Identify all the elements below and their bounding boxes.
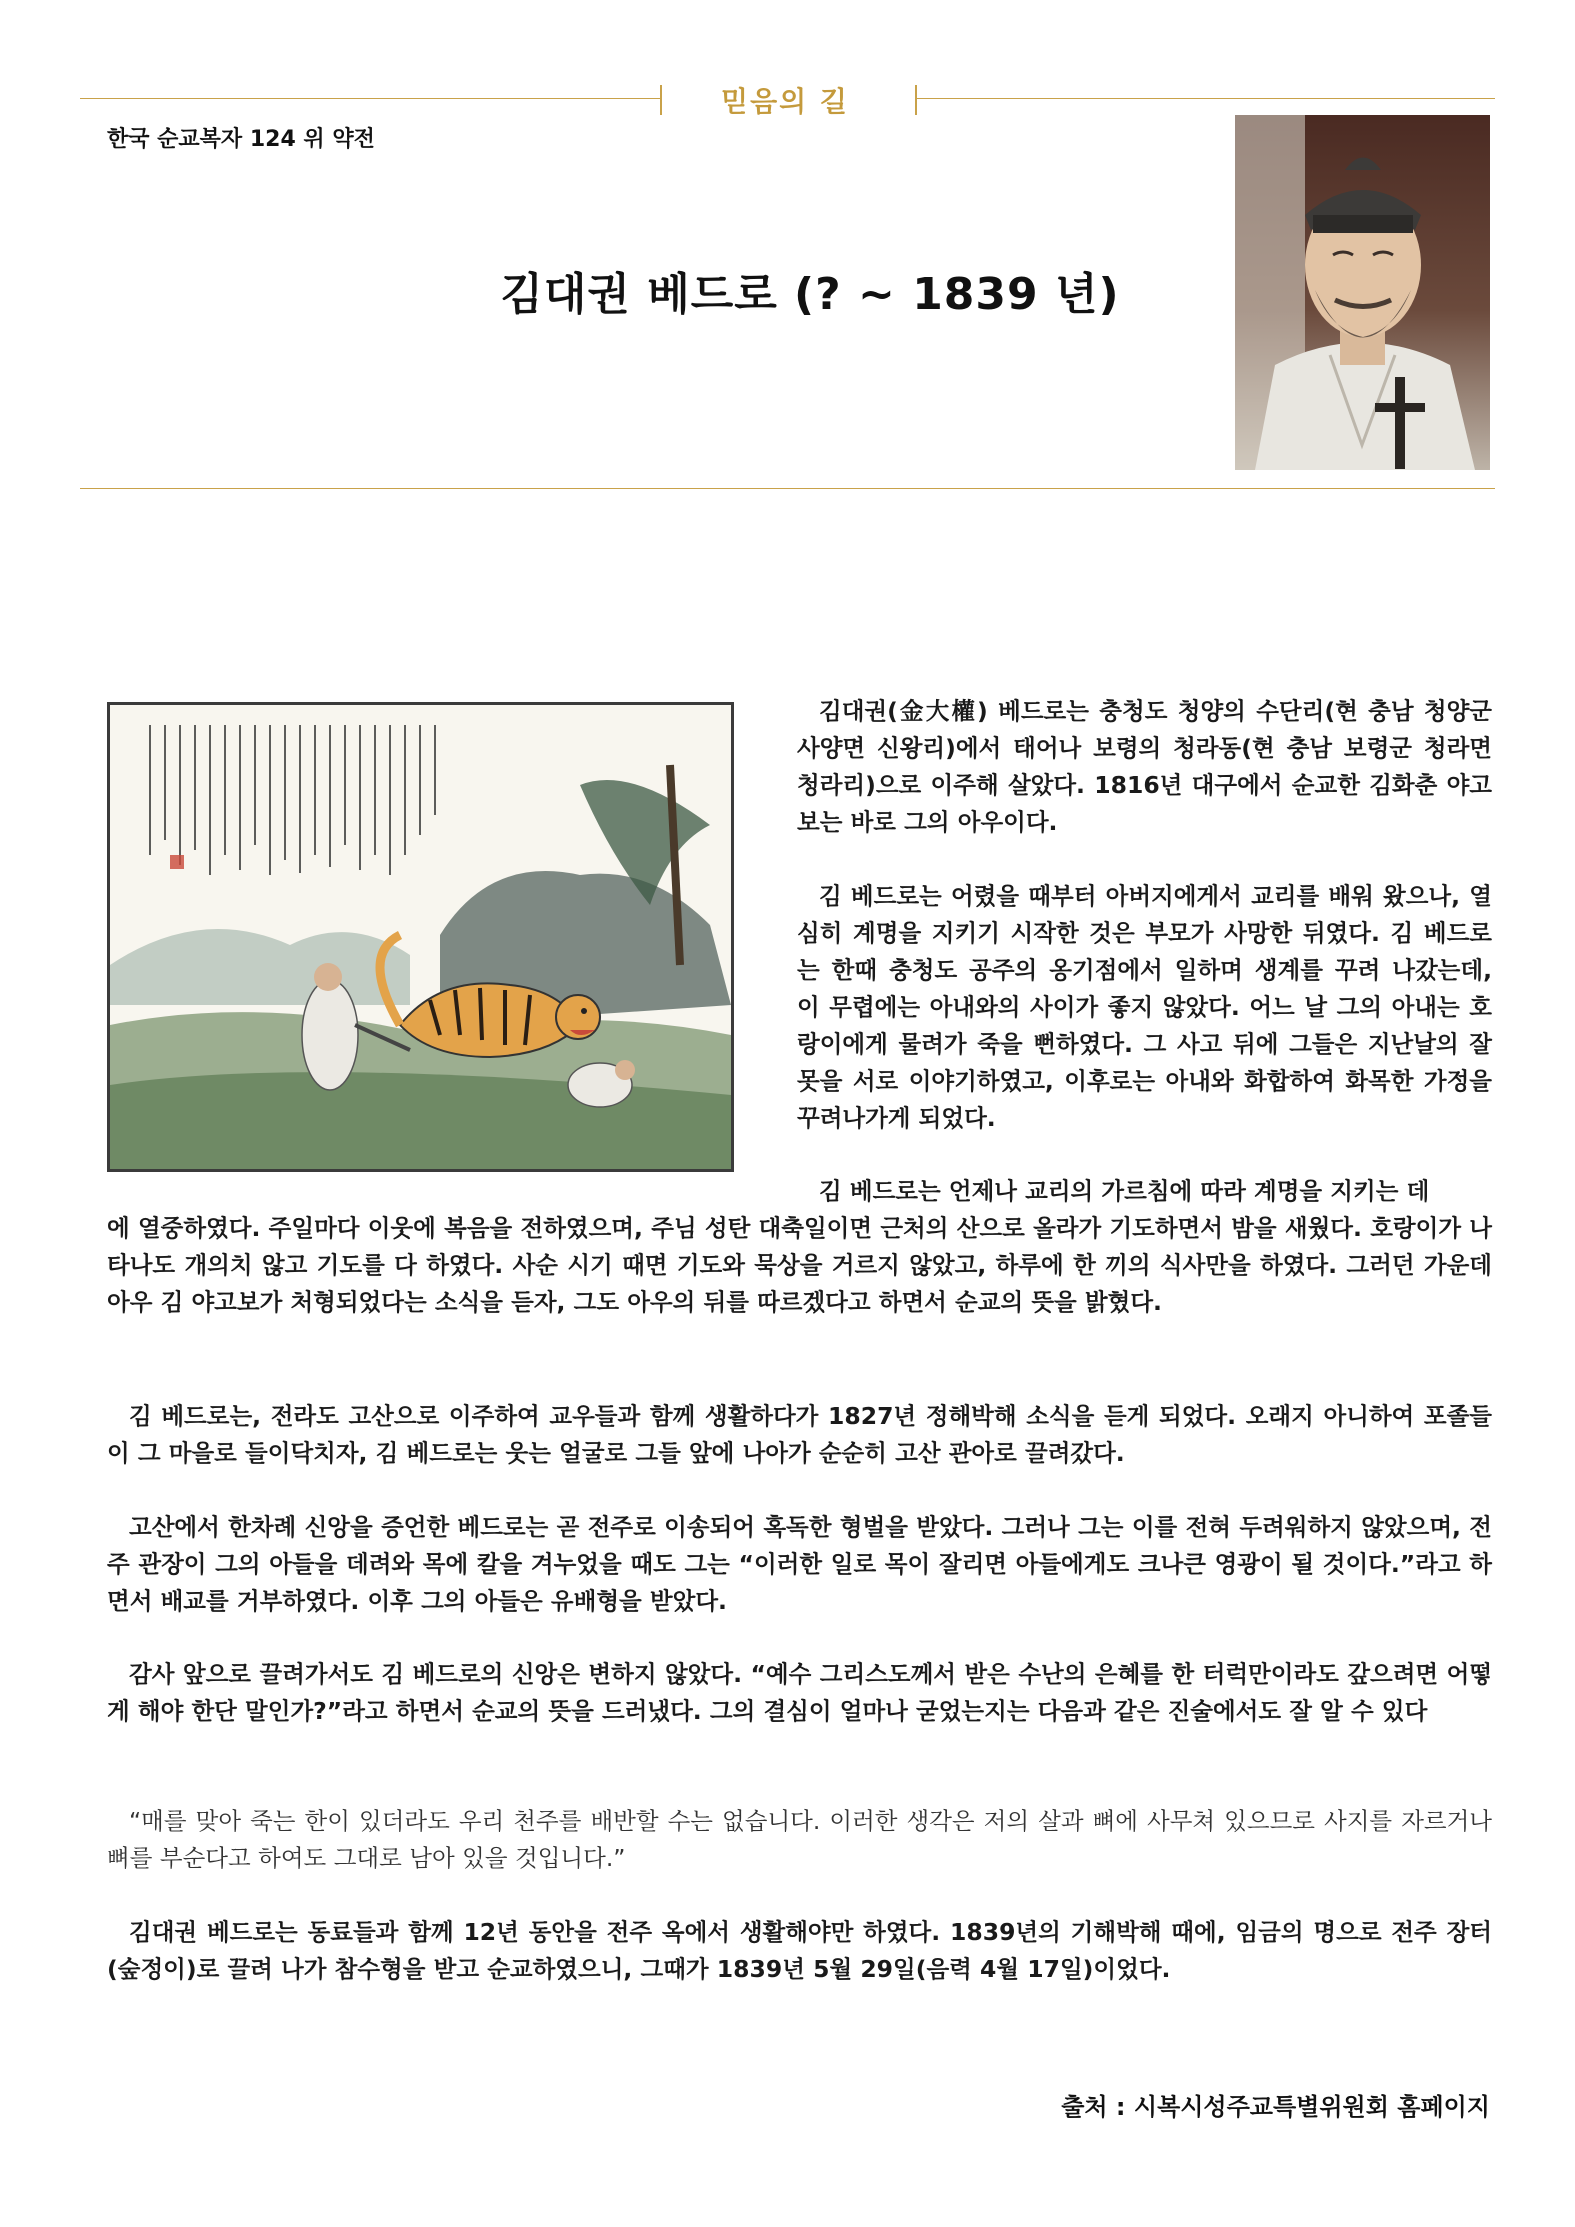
paragraph-5: [107, 1509, 1492, 1620]
paragraph-8-text: 김대권 베드로는 동료들과 함께 12년 동안을 전주 옥에서 생활해야만 하였다. 1839년의 기해박해 때에, 임금의 명으로 전주 장터(숲정이)로 끌려 나가 참수형을 받고 순교하였으니, 그때가 1839년 5월 29일(음력 4월 17일)이었다.: [107, 1918, 1492, 1983]
quotation-paragraph: [107, 1803, 1492, 1877]
paragraph-6: [107, 1656, 1492, 1730]
paragraph-3-text: 에 열중하였다. 주일마다 이웃에 복음을 전하였으며, 주님 성탄 대축일이면 근처의 산으로 올라가 기도하면서 밤을 새웠다. 호랑이가 나타나도 개의치 않고 기도를 다 하였다. 사순 시기 때면 기도와 묵상을 거르지 않았고, 하루에 한 끼의 식사만을 하였다. 그러던 가운데 아우 김 야고보가 처형되었다는 소식을 듣자, 그도 아우의 뒤를 따르겠다고 하면서 순교의 뜻을 밝혔다.: [107, 1214, 1492, 1316]
paragraph-4: [107, 1398, 1492, 1472]
header-rule-left: [80, 98, 660, 99]
series-label: 한국 순교복자 124 위 약전: [107, 127, 375, 152]
paragraph-3-first-text: 김 베드로는 언제나 교리의 가르침에 따라 계명을 지키는 데: [819, 1177, 1430, 1205]
page-title: 김대권 베드로 (? ~ 1839 년): [500, 269, 1120, 320]
header-tick-right: [915, 85, 917, 115]
header-rule-right: [917, 98, 1495, 99]
paragraph-6-text: 감사 앞으로 끌려가서도 김 베드로의 신앙은 변하지 않았다. “예수 그리스도께서 받은 수난의 은혜를 한 터럭만이라도 갚으려면 어떻게 해야 한단 말인가?”라고 하면서 순교의 뜻을 드러냈다. 그의 결심이 얼마나 굳었는지는 다음과 같은 진술에서도 잘 알 수 있다: [107, 1660, 1492, 1725]
section-title: 믿음의 길: [721, 85, 849, 118]
paragraph-2-text: 김 베드로는 어렸을 때부터 아버지에게서 교리를 배워 왔으나, 열심히 계명을 지키기 시작한 것은 부모가 사망한 뒤였다. 김 베드로는 한때 충청도 공주의 옹기점에서 일하며 생계를 꾸려 나갔는데, 이 무렵에는 아내와의 사이가 좋지 않았다. 어느 날 그의 아내는 호랑이에게 물려가 죽을 뻔하였다. 그 사고 뒤에 그들은 지난날의 잘못을 서로 이야기하였고, 이후로는 아내와 화합하여 화목한 가정을 꾸려나가게 되었다.: [797, 882, 1492, 1132]
header-bottom-rule: [80, 488, 1495, 489]
paragraph-2: [797, 878, 1492, 1137]
quotation-text: “매를 맞아 죽는 한이 있더라도 우리 천주를 배반할 수는 없습니다. 이러한 생각은 저의 살과 뼈에 사무쳐 있으므로 사지를 자르거나 뼈를 부순다고 하여도 그대로 남아 있을 것입니다.”: [107, 1807, 1492, 1872]
tiger-painting-image: [107, 702, 734, 1172]
source-credit: 출처 : 시복시성주교특별위원회 홈페이지: [1061, 2093, 1490, 2121]
paragraph-3: [107, 1210, 1492, 1321]
paragraph-4-text: 김 베드로는, 전라도 고산으로 이주하여 교우들과 함께 생활하다가 1827년 정해박해 소식을 듣게 되었다. 오래지 아니하여 포졸들이 그 마을로 들이닥치자, 김 베드로는 웃는 얼굴로 그들 앞에 나아가 순순히 고산 관아로 끌려갔다.: [107, 1402, 1492, 1467]
portrait-image: [1235, 115, 1490, 470]
header-tick-left: [660, 85, 662, 115]
paragraph-8: [107, 1914, 1492, 1988]
paragraph-1-text: 김대권(金大權) 베드로는 충청도 청양의 수단리(현 충남 청양군 사양면 신왕리)에서 태어나 보령의 청라동(현 충남 보령군 청라면 청라리)으로 이주해 살았다. 1816년 대구에서 순교한 김화춘 야고보는 바로 그의 아우이다.: [797, 697, 1492, 836]
paragraph-5-text: 고산에서 한차례 신앙을 증언한 베드로는 곧 전주로 이송되어 혹독한 형벌을 받았다. 그러나 그는 이를 전혀 두려워하지 않았으며, 전주 관장이 그의 아들을 데려와 목에 칼을 겨누었을 때도 그는 “이러한 일로 목이 잘리면 아들에게도 크나큰 영광이 될 것이다.”라고 하면서 배교를 거부하였다. 이후 그의 아들은 유배형을 받았다.: [107, 1513, 1492, 1615]
paragraph-3-first-line: [797, 1173, 1492, 1210]
paragraph-1: [797, 693, 1492, 841]
